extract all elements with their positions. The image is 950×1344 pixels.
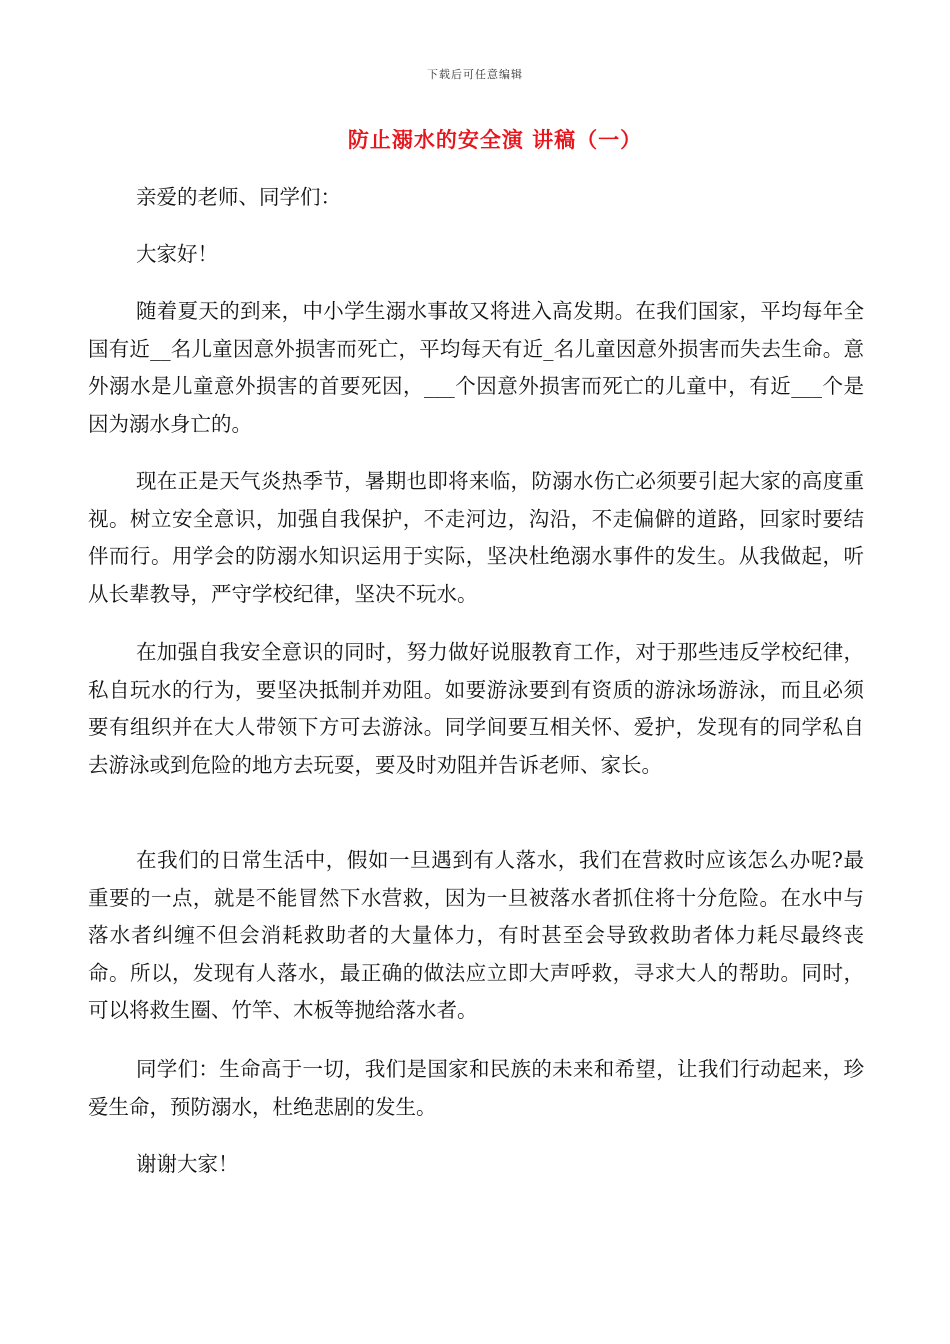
body-paragraph-3 bbox=[88, 634, 864, 784]
body-paragraph-hello bbox=[88, 236, 864, 274]
paragraph-text: 大家好！ bbox=[136, 242, 218, 266]
body-paragraph-greeting bbox=[88, 179, 864, 217]
paragraph-text: 同学们：生命高于一切，我们是国家和民族的未来和希望，让我们行动起来，珍爱生命，预防溺水，杜绝悲剧的发生。 bbox=[88, 1057, 864, 1119]
body-paragraph-closing bbox=[88, 1146, 864, 1184]
paragraph-text: 谢谢大家！ bbox=[136, 1152, 239, 1176]
body-paragraph-5 bbox=[88, 1051, 864, 1126]
header-note: 下载后可任意编辑 bbox=[427, 68, 523, 81]
body-paragraph-1 bbox=[88, 293, 864, 443]
document-title: 防止溺水的安全演 讲稿（一） bbox=[347, 128, 643, 152]
paragraph-text: 随着夏天的到来，中小学生溺水事故又将进入高发期。在我们国家，平均每年全国有近__名儿童因意外损害而死亡，平均每天有近_名儿童因意外损害而失去生命。意外溺水是儿童意外损害的首要死因，___个因意外损害而死亡的儿童中，有近___个是因为溺水身亡的。 bbox=[88, 299, 864, 436]
paragraph-text: 亲爱的老师、同学们： bbox=[136, 185, 341, 209]
body-paragraph-4 bbox=[88, 842, 864, 1030]
paragraph-text: 在加强自我安全意识的同时，努力做好说服教育工作，对于那些违反学校纪律，私自玩水的行为，要坚决抵制并劝阻。如要游泳要到有资质的游泳场游泳，而且必须要有组织并在大人带领下方可去游泳。同学间要互相关怀、爱护，发现有的同学私自去游泳或到危险的地方去玩耍，要及时劝阻并告诉老师、家长。 bbox=[88, 640, 864, 777]
body-paragraph-2 bbox=[88, 463, 864, 613]
paragraph-text: 现在正是天气炎热季节，暑期也即将来临，防溺水伤亡必须要引起大家的高度重视。树立安全意识，加强自我保护，不走河边，沟沿，不走偏僻的道路，回家时要结伴而行。用学会的防溺水知识运用于实际，坚决杜绝溺水事件的发生。从我做起，听从长辈教导，严守学校纪律，坚决不玩水。 bbox=[88, 469, 864, 606]
paragraph-text: 在我们的日常生活中，假如一旦遇到有人落水，我们在营救时应该怎么办呢?最重要的一点，就是不能冒然下水营救，因为一旦被落水者抓住将十分危险。在水中与落水者纠缠不但会消耗救助者的大量体力，有时甚至会导致救助者体力耗尽最终丧命。所以，发现有人落水，最正确的做法应立即大声呼救，寻求大人的帮助。同时，可以将救生圈、竹竿、木板等抛给落水者。 bbox=[88, 848, 864, 1022]
